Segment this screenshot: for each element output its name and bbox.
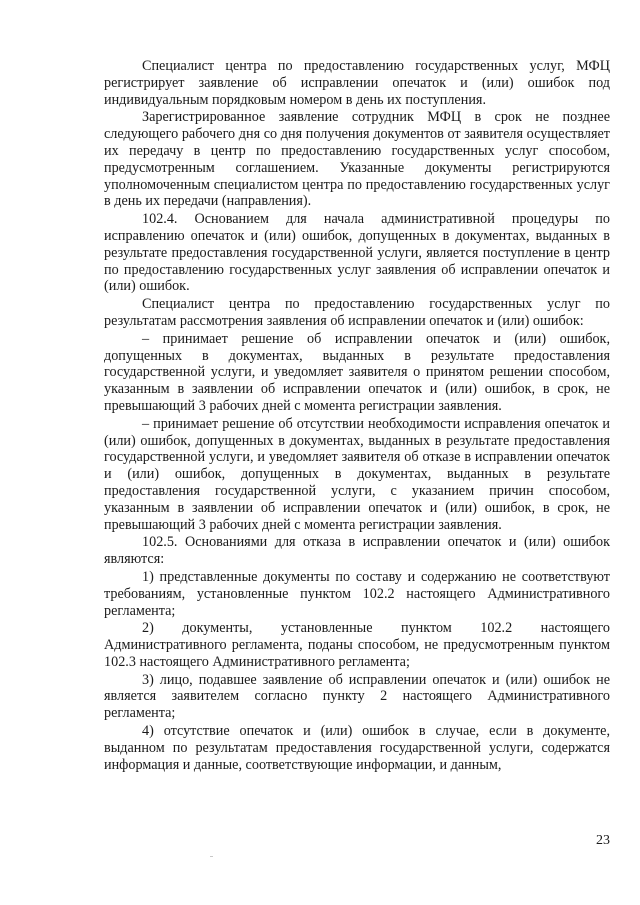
list-item-ground-4: 4) отсутствие опечаток и (или) ошибок в случае, если в документе, выданном по результатам предоставления государственной услуги, содержатся информация и данные, соответствующие информации, и данным, xyxy=(104,723,610,773)
list-item-ground-2: 2) документы, установленные пунктом 102.2 настоящего Административного регламента, поданы способом, не предусмотренным пунктом 102.3 настоящего Административного регламента; xyxy=(104,620,610,670)
paragraph-specialist-review: Специалист центра по предоставлению государственных услуг по результатам рассмотрения заявления об исправлении опечаток и (или) ошибок: xyxy=(104,296,610,329)
paragraph-registered-application-transfer: Зарегистрированное заявление сотрудник МФЦ в срок не позднее следующего рабочего дня со дня получения документов от заявителя осуществляет их передачу в центр по предоставлению государственных услуг способом, предусмотренным соглашением. Указанные документы регистрируются уполномоченным специалистом центра по предоставлению государственных услуг в день их передачи (направления). xyxy=(104,109,610,210)
page-number: 23 xyxy=(596,833,610,848)
paragraph-102-4-basis: 102.4. Основанием для начала административной процедуры по исправлению опечаток и (или) ошибок, допущенных в документах, выданных в результате предоставления государственной услуги, является поступление в центр по предоставлению государственных услуг заявления об исправлении опечаток и (или) ошибок. xyxy=(104,211,610,295)
list-item-ground-3: 3) лицо, подавшее заявление об исправлении опечаток и (или) ошибок не является заявителем согласно пункту 2 настоящего Административного регламента; xyxy=(104,671,610,722)
paragraph-102-5-grounds-for-refusal: 102.5. Основаниями для отказа в исправлении опечаток и (или) ошибок являются: xyxy=(104,534,610,568)
document-body xyxy=(104,58,610,774)
paragraph-mfc-registration: Специалист центра по предоставлению государственных услуг, МФЦ регистрирует заявление об исправлении опечаток и (или) ошибок под индивидуальным порядковым номером в день их поступления. xyxy=(104,58,610,108)
scan-speck xyxy=(210,856,213,857)
list-item-decision-no-correction: – принимает решение об отсутствии необходимости исправления опечаток и (или) ошибок, допущенных в документах, выданных в результате предоставления государственной услуги, и уведомляет заявителя об отказе в исправлении опечаток и (или) ошибок, допущенных в документах, выданных в результате предоставления государственной услуги, с указанием причин способом, указанным в заявлении об исправлении опечаток и (или) ошибок, в срок, не превышающий 3 рабочих дней с момента регистрации заявления. xyxy=(104,415,610,533)
list-item-ground-1: 1) представленные документы по составу и содержанию не соответствуют требованиям, установленные пунктом 102.2 настоящего Административного регламента; xyxy=(104,568,610,619)
list-item-decision-correct: – принимает решение об исправлении опечаток и (или) ошибок, допущенных в документах, выданных в результате предоставления государственной услуги, и уведомляет заявителя о принятом решении способом, указанным в заявлении об исправлении опечаток и (или) ошибок, в срок, не превышающий 3 рабочих дней с момента регистрации заявления. xyxy=(104,330,610,414)
